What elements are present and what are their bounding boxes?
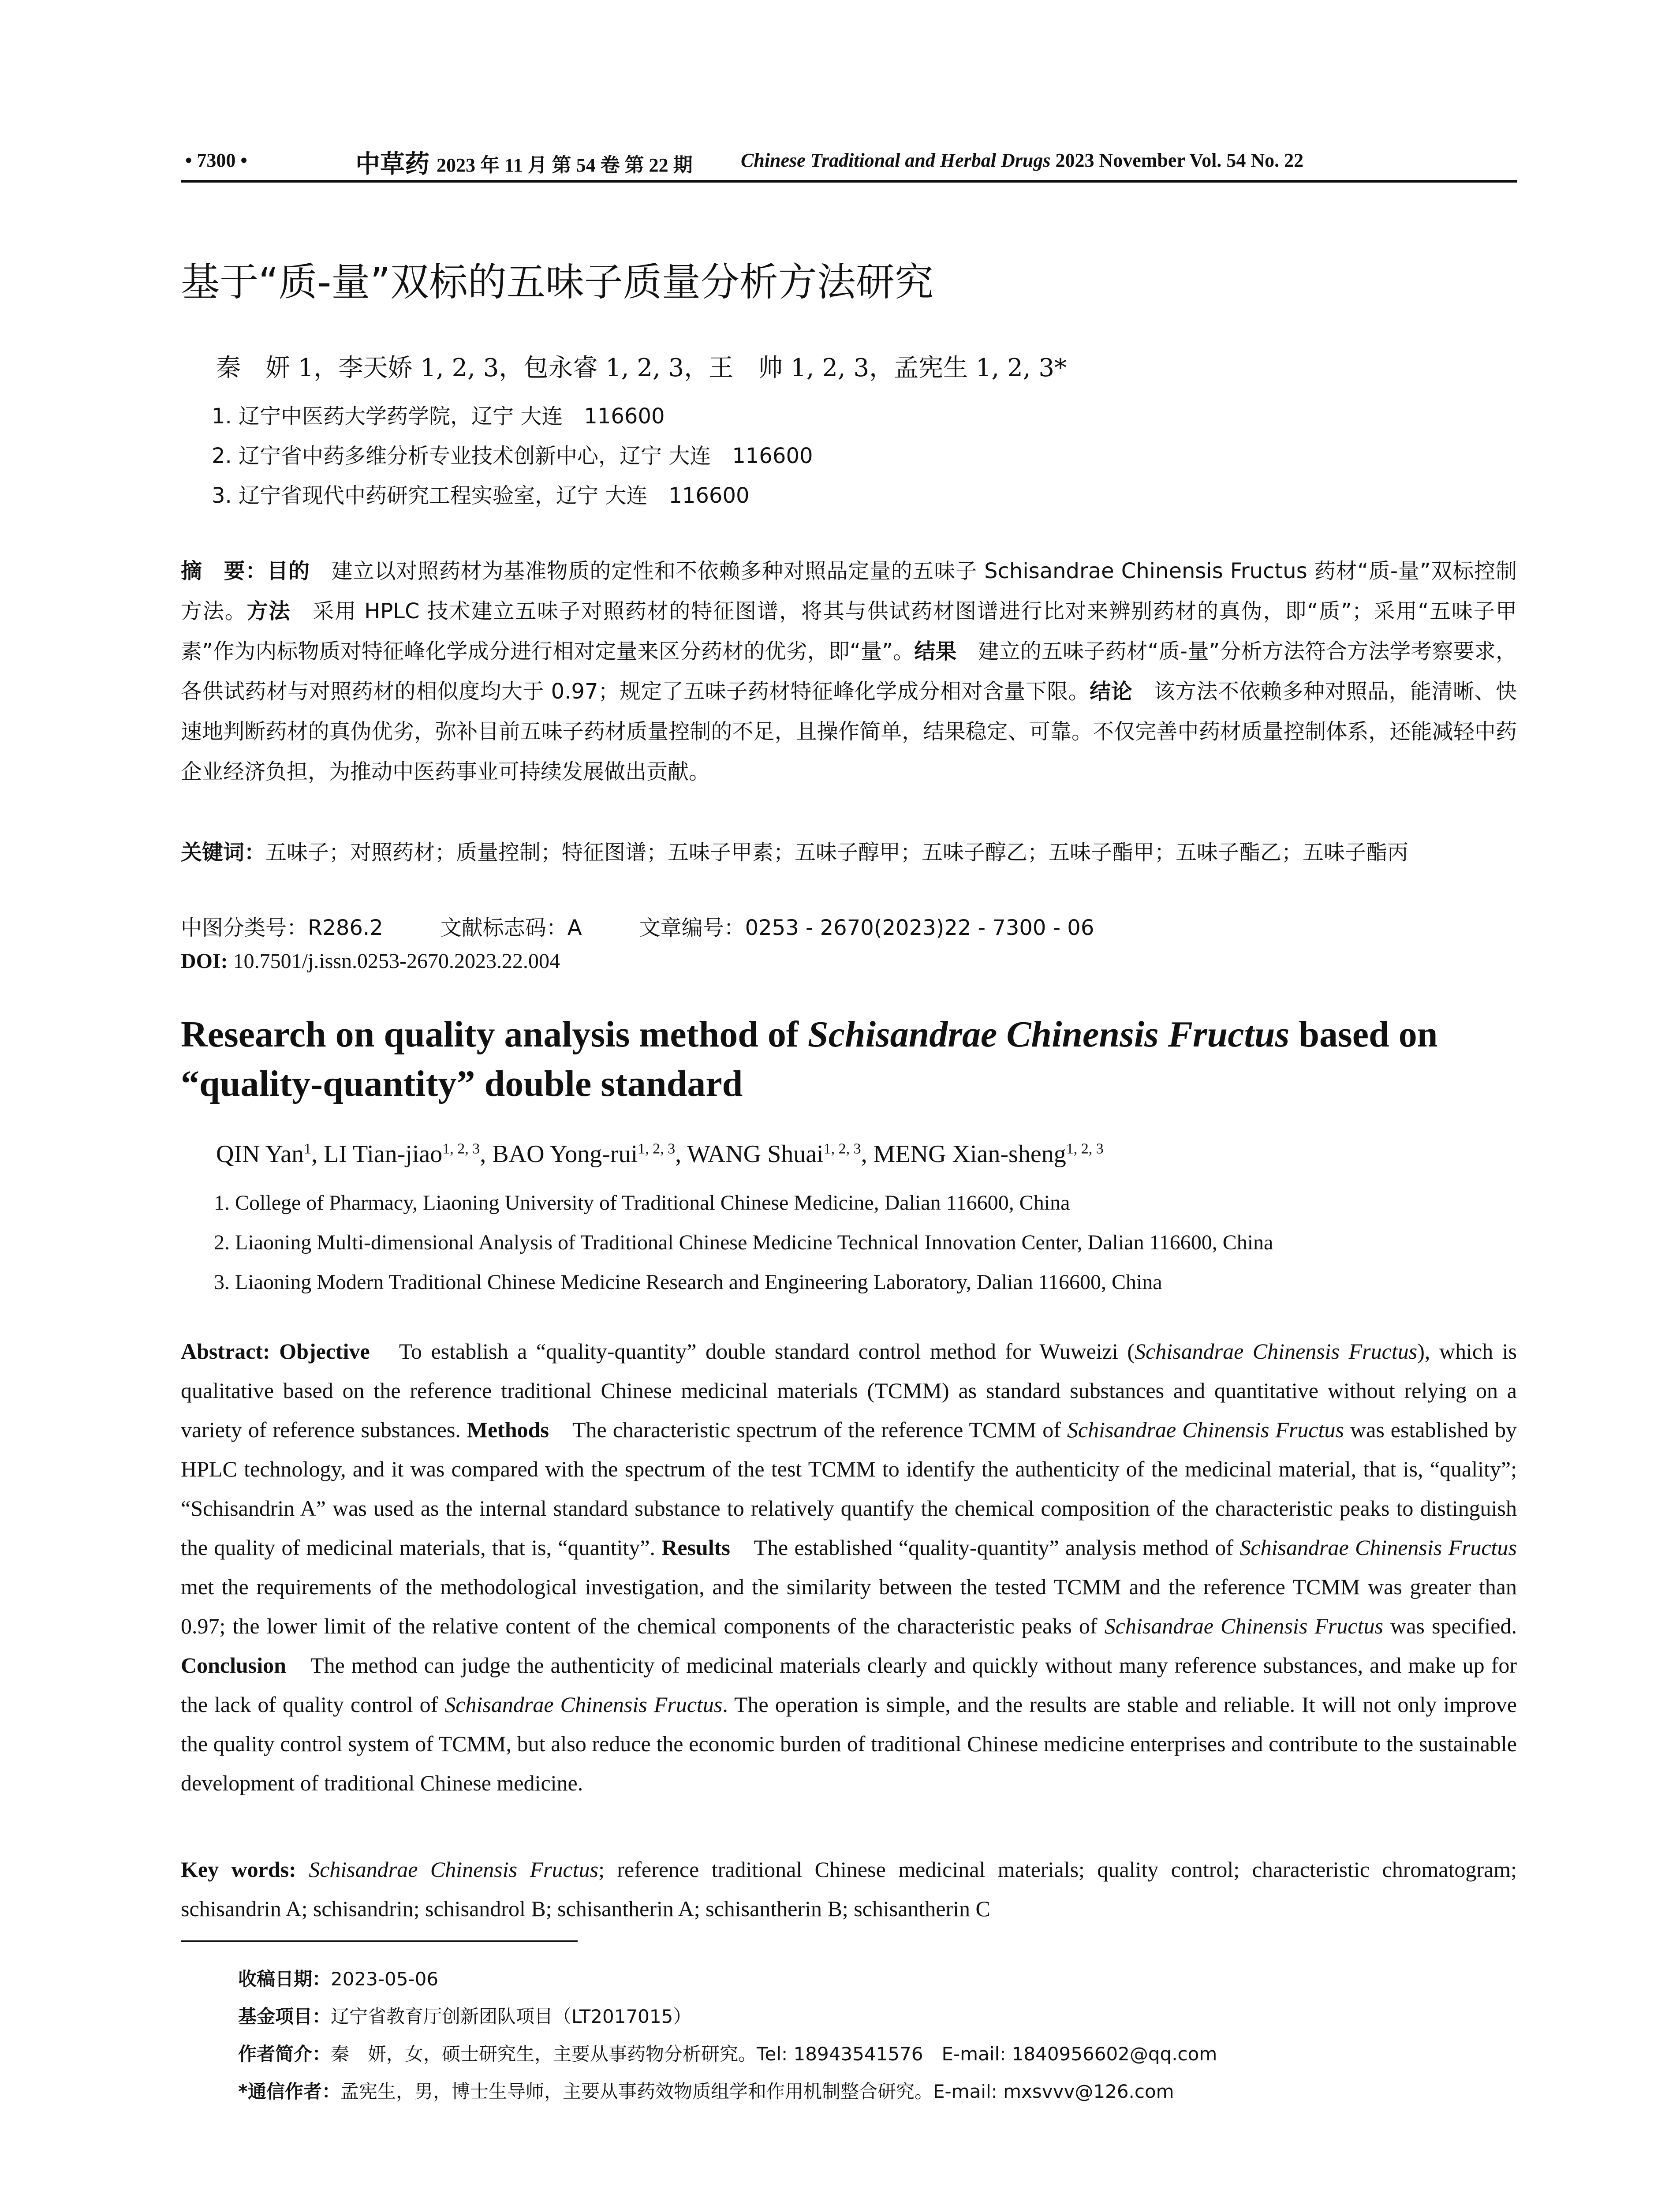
running-header <box>181 145 1517 183</box>
results-cn: 建立的五味子药材“质-量”分析方法符合方法学考察要求，各供试药材与对照药材的相似度均大于 0.97；规定了五味子药材特征峰化学成分相对含量下限。 <box>181 639 1517 704</box>
affiliation-en-2: 2. Liaoning Multi-dimensional Analysis of Traditional Chinese Medicine Technical Innovation Center, Dalian 116600, China <box>214 1231 1273 1254</box>
class-number: 中图分类号：R286.2 <box>181 916 383 940</box>
page-number: • 7300 • <box>185 149 247 171</box>
doi-label: DOI: <box>181 949 228 973</box>
conclusion-label-cn: 结论 <box>1090 679 1133 704</box>
author-en: BAO Yong-rui$^{1, 2, 3}$, <box>492 1140 687 1168</box>
article-number: 文章编号：0253 - 2670(2023)22 - 7300 - 06 <box>639 916 1094 940</box>
objective-label-cn: 目的 <box>267 559 310 583</box>
results-label-cn: 结果 <box>914 639 957 664</box>
keywords-cn <box>181 833 1517 873</box>
document-code: 文献标志码：A <box>440 916 582 940</box>
methods-cn: 采用 HPLC 技术建立五味子对照药材的特征图谱，将其与供试药材图谱进行比对来辨别药材的真伪，即“质”；采用“五味子甲素”作为内标物质对特征峰化学成分进行相对定量来区分药材的优劣，即“量”。 <box>181 599 1517 664</box>
authors-en <box>216 1140 1104 1168</box>
author-en: QIN Yan$^1$, <box>216 1140 324 1168</box>
affiliation-en-1: 1. College of Pharmacy, Liaoning University of Traditional Chinese Medicine, Dalian 116600, China <box>214 1191 1070 1215</box>
doi-value[interactable]: 10.7501/j.issn.0253-2670.2023.22.004 <box>233 949 560 973</box>
title-en-species: Schisandrae Chinensis Fructus <box>807 1014 1290 1055</box>
affiliation-cn-2: 2. 辽宁省中药多维分析专业技术创新中心，辽宁 大连 116600 <box>212 444 813 468</box>
journal-issue-cn: 2023 年 11 月 第 54 卷 第 22 期 <box>437 154 693 176</box>
keywords-list-cn: 五味子；对照药材；质量控制；特征图谱；五味子甲素；五味子醇甲；五味子醇乙；五味子酯甲；五味子酯乙；五味子酯丙 <box>265 840 1409 865</box>
abstract-cn <box>181 551 1517 792</box>
title-en <box>181 1010 1517 1109</box>
footnote-author: 作者简介：秦 妍，女，硕士研究生，主要从事药物分析研究。Tel: 18943541576 E-mail: 1840956602@qq.com <box>238 2043 1217 2065</box>
keywords-en: Key words: Schisandrae Chinensis Fructus; reference traditional Chinese medicinal materials; quality control; characteristic chromatogram; schisandrin A; schisandrin; schisandrol B; schisantherin A; schisantherin B; schisantherin C <box>181 1857 1517 1921</box>
abstract-label-en: Abstract: Objective <box>181 1339 370 1364</box>
methods-label-en: Methods <box>467 1417 549 1442</box>
conclusion-label-en: Conclusion <box>181 1653 286 1678</box>
methods-label-cn: 方法 <box>246 599 291 624</box>
footnote-corresponding: *通信作者：孟宪生，男，博士生导师，主要从事药效物质组学和作用机制整合研究。E-mail: mxsvvv@126.com <box>238 2081 1174 2102</box>
journal-name-en <box>741 149 1303 172</box>
author-en: LI Tian-jiao$^{1, 2, 3}$, <box>324 1140 493 1168</box>
footnote-fund: 基金项目：辽宁省教育厅创新团队项目（LT2017015） <box>238 2006 692 2027</box>
author-en: WANG Shuai$^{1, 2, 3}$, <box>687 1140 874 1168</box>
results-label-en: Results <box>661 1535 730 1560</box>
authors-cn: 秦 妍 1，李天娇 1, 2, 3，包永睿 1, 2, 3，王 帅 1, 2, 3，孟宪生 1, 2, 3* <box>216 354 1067 382</box>
affiliation-cn-3: 3. 辽宁省现代中药研究工程实验室，辽宁 大连 116600 <box>212 483 750 508</box>
journal-title-en: Chinese Traditional and Herbal Drugs <box>741 149 1051 171</box>
title-en-part2: based on “quality-quantity” double standard <box>181 1014 1438 1104</box>
classification-line <box>181 911 1151 941</box>
title-en-part1: Research on quality analysis method of <box>181 1014 808 1055</box>
abstract-en: Abstract: Objective To establish a “quality-quantity” double standard control method for Wuweizi (Schisandrae Chinensis Fructus), which is qualitative based on the reference traditional Chinese medicinal materials (TCMM) as standard substances and quantitative without relying on a variety of reference substances. Methods The characteristic spectrum of the reference TCMM of Schisandrae Chinensis Fructus was established by HPLC technology, and it was compared with the spectrum of the test TCMM to identify the authenticity of the medicinal material, that is, “quality”; “Schisandrin A” was used as the internal standard substance to relatively quantify the chemical composition of the characteristic peaks to distinguish the quality of medicinal materials, that is, “quantity”. Results The established “quality-quantity” analysis method of Schisandrae Chinensis Fructus met the requirements of the methodological investigation, and the similarity between the tested TCMM and the reference TCMM was greater than 0.97; the lower limit of the relative content of the chemical components of the characteristic peaks of Schisandrae Chinensis Fructus was specified. Conclusion The method can judge the authenticity of medicinal materials clearly and quickly without many reference substances, and make up for the lack of quality control of Schisandrae Chinensis Fructus. The operation is simple, and the results are stable and reliable. It will not only improve the quality control system of TCMM, but also reduce the economic burden of traditional Chinese medicine enterprises and contribute to the sustainable development of traditional Chinese medicine. <box>181 1339 1517 1795</box>
footnote-received: 收稿日期：2023-05-06 <box>238 1968 439 1990</box>
objective-cn: 建立以对照药材为基准物质的定性和不依赖多种对照品定量的五味子 Schisandrae Chinensis Fructus 药材“质-量”双标控制方法。 <box>181 559 1517 624</box>
affiliation-cn-1: 1. 辽宁中医药大学药学院，辽宁 大连 116600 <box>212 404 665 429</box>
journal-issue-en: 2023 November Vol. 54 No. 22 <box>1055 149 1304 171</box>
affiliation-en-3: 3. Liaoning Modern Traditional Chinese Medicine Research and Engineering Laboratory, Dalian 116600, China <box>214 1271 1162 1294</box>
keywords-label-cn: 关键词： <box>181 840 266 865</box>
doi-line <box>181 949 560 973</box>
conclusion-cn: 该方法不依赖多种对照品，能清晰、快速地判断药材的真伪优劣，弥补目前五味子药材质量控制的不足，且操作简单，结果稳定、可靠。不仅完善中药材质量控制体系，还能减轻中药企业经济负担，为推动中医药事业可持续发展做出贡献。 <box>181 679 1517 784</box>
title-cn: 基于“质-量”双标的五味子质量分析方法研究 <box>181 259 933 305</box>
keywords-label-en: Key words: <box>181 1857 296 1882</box>
abstract-label-cn: 摘 要： <box>181 559 267 583</box>
footnote-divider <box>181 1940 578 1942</box>
author-en: MENG Xian-sheng$^{1, 2, 3}$ <box>873 1140 1104 1168</box>
journal-name-cn: 中草药 <box>355 151 429 178</box>
